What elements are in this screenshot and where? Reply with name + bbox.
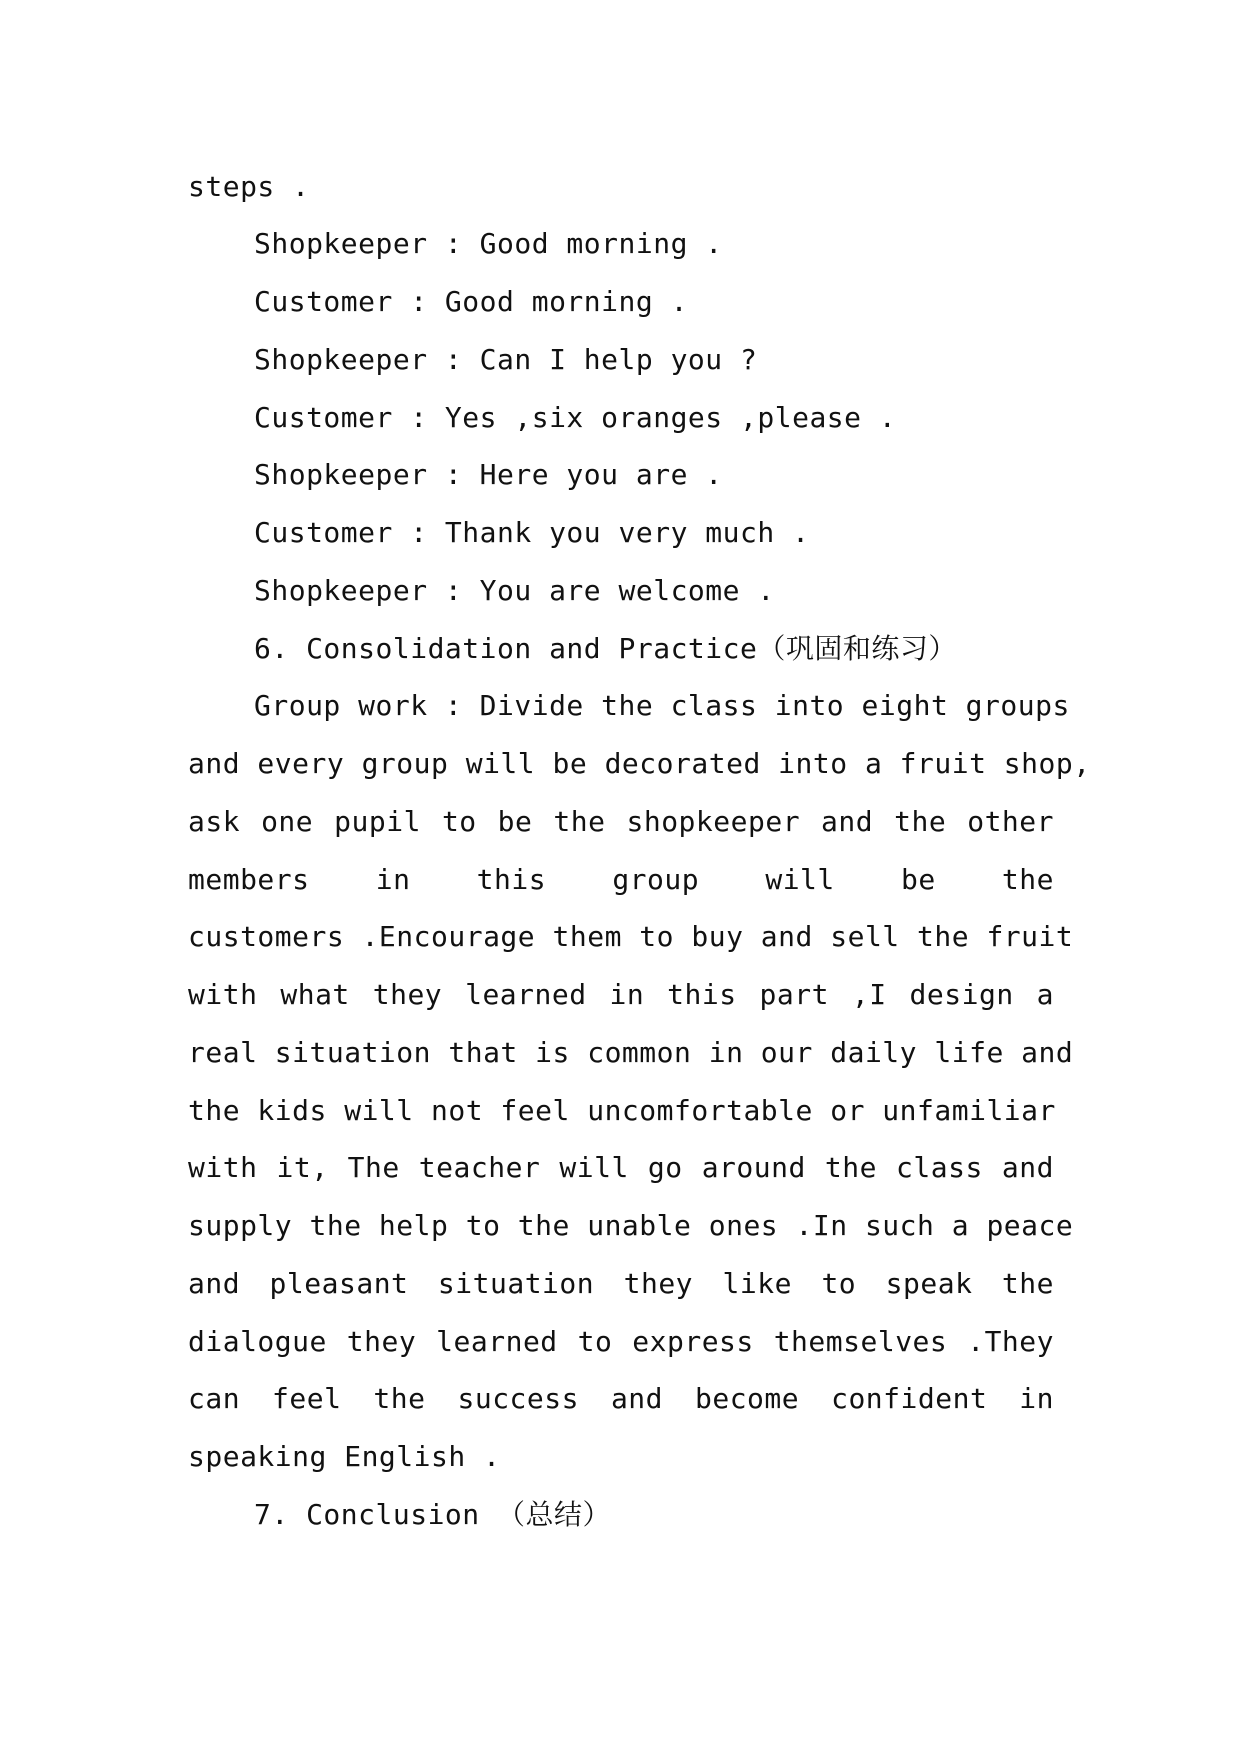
paragraph-line: ask one pupil to be the shopkeeper and the other [188, 805, 1054, 838]
paragraph-line: dialogue they learned to express themselves .They [188, 1325, 1054, 1358]
dialogue-line: Customer : Good morning . [254, 285, 688, 318]
paragraph-line: customers .Encourage them to buy and sell the fruit [188, 920, 1074, 953]
dialogue-line: Customer : Thank you very much . [254, 516, 810, 549]
text-line: steps . [188, 170, 310, 203]
dialogue-line: Shopkeeper : You are welcome . [254, 574, 775, 607]
paragraph-line: real situation that is common in our daily life and [188, 1036, 1074, 1069]
dialogue-line: Shopkeeper : Can I help you ? [254, 343, 758, 376]
paragraph-line: speaking English . [188, 1440, 501, 1473]
paragraph-line: supply the help to the unable ones .In such a peace [188, 1209, 1074, 1242]
paragraph-line: and pleasant situation they like to speak the [188, 1267, 1054, 1300]
paragraph-line: and every group will be decorated into a fruit shop, [188, 747, 1091, 780]
paragraph-line: with it, The teacher will go around the class and [188, 1151, 1054, 1184]
paragraph-line: members in this group will be the [188, 863, 1054, 896]
dialogue-line: Shopkeeper : Here you are . [254, 458, 723, 491]
section-heading: 7. Conclusion （总结） [254, 1498, 612, 1531]
paragraph-line: Group work : Divide the class into eight groups [254, 689, 1070, 722]
dialogue-line: Customer : Yes ,six oranges ,please . [254, 401, 897, 434]
paragraph-line: with what they learned in this part ,I design a [188, 978, 1054, 1011]
paragraph-line: can feel the success and become confident in [188, 1382, 1054, 1415]
dialogue-line: Shopkeeper : Good morning . [254, 227, 723, 260]
paragraph-line: the kids will not feel uncomfortable or unfamiliar [188, 1094, 1056, 1127]
section-heading: 6. Consolidation and Practice（巩固和练习） [254, 632, 957, 665]
